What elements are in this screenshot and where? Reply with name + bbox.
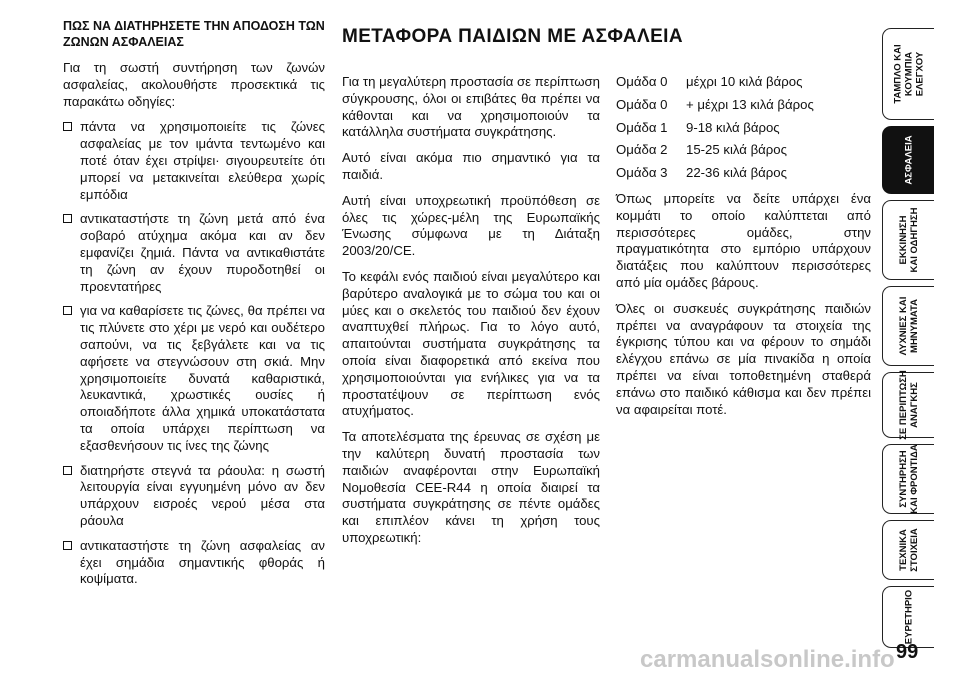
tab-lights-messages[interactable] xyxy=(882,286,934,366)
paragraph: Τα αποτελέσματα της έρευνας σε σχέση με την καλύτερη δυνατή προστασία των παιδιών αναφέρονται στην Ευρωπαϊκή Νομοθεσία CEE-R44 η οποία διαιρεί τα συστήματα συγκράτησης σε πέντε ομάδες και επιπλέον κάνει τη χρήση τους υποχρεωτική: xyxy=(342,429,600,545)
group-weight: 22-36 κιλά βάρος xyxy=(686,165,787,181)
group-weight: μέχρι 10 κιλά βάρος xyxy=(686,74,803,89)
tab-label: ΣΥΝΤΗΡΗΣΗ ΚΑΙ ΦΡΟΝΤΙΔΑ xyxy=(897,444,920,514)
bullet-item xyxy=(63,119,325,203)
bullet-text: αντικαταστήστε τη ζώνη ασφαλείας αν έχει σημάδια σημαντικής φθοράς ή κοψίματα. xyxy=(80,537,325,587)
tab-starting-driving[interactable] xyxy=(882,200,934,280)
tab-emergency[interactable] xyxy=(882,372,934,438)
group-name: Ομάδα 1 xyxy=(616,119,668,135)
tab-label: ΑΣΦΑΛΕΙΑ xyxy=(903,135,914,185)
tab-dashboard-controls[interactable] xyxy=(882,28,934,120)
bullet-item xyxy=(63,211,325,295)
group-weight: + μέχρι 13 κιλά βάρος xyxy=(686,96,814,112)
watermark: carmanualsonline.info xyxy=(640,646,895,673)
group-row xyxy=(616,142,871,159)
checkbox-bullet-icon xyxy=(63,214,72,223)
paragraph: Αυτή είναι υποχρεωτική προϋπόθεση σε όλες τις χώρες-μέλη της Ευρωπαϊκής Ένωσης σύμφωνα με τη Διάταξη 2003/20/CE. xyxy=(342,192,600,259)
tab-label: ΛΥΧΝΙΕΣ ΚΑΙ ΜΗΝΥΜΑΤΑ xyxy=(897,296,920,356)
bullet-text: για να καθαρίσετε τις ζώνες, θα πρέπει να τις πλύνετε στο χέρι με νερό και ουδέτερο σαπούνι, να τις ξεβγάλετε και να τις αφήσετε να στεγνώσουν στη σκιά. Μην χρησιμοποιείτε δυνατά καθαριστικά, λευκαντικά, χρωστικές ουσίες ή οποιαδήποτε άλλα χημικά υποκατάστατα τα οποία υπάρχει περίπτωση να εξασθενήσουν τις ίνες της ζώνης xyxy=(80,303,325,453)
group-name: Ομάδα 3 xyxy=(616,165,668,181)
bullet-text: πάντα να χρησιμοποιείτε τις ζώνες ασφαλείας με τον ιμάντα τεντωμένο και ποτέ όταν έχει στρίψει· σιγουρευτείτε ότι μπορεί να μετακινείται ελεύθερα χωρίς εμπόδια xyxy=(80,119,325,202)
group-row xyxy=(616,74,871,91)
paragraph: Για τη μεγαλύτερη προστασία σε περίπτωση σύγκρουσης, όλοι οι επιβάτες θα πρέπει να κάθονται και να χρησιμοποιούν τα κατάλληλα συστήματα συγκράτησης. xyxy=(342,74,600,140)
group-row xyxy=(616,120,871,137)
checkbox-bullet-icon xyxy=(63,122,72,131)
bullet-item xyxy=(63,538,325,588)
group-name: Ομάδα 2 xyxy=(616,142,668,158)
group-weight: 15-25 κιλά βάρος xyxy=(686,142,787,158)
bullet-item xyxy=(63,463,325,530)
left-column xyxy=(63,18,325,596)
paragraph: Όλες οι συσκευές συγκράτησης παιδιών πρέπει να αναγράφουν τα στοιχεία της έγκρισης τύπου και να φέρουν το σημάδι ελέγχου επάνω σε μία πινακίδα η οποία πρέπει να είναι τοποθετημένη σταθερά επάνω στο παιδικό κάθισμα και δεν πρέπει να αφαιρείται ποτέ. xyxy=(616,300,871,417)
bullet-item xyxy=(63,303,325,454)
tab-label: ΤΑΜΠΛΟ ΚΑΙ ΚΟΥΜΠΙΑ ΕΛΕΓΧΟΥ xyxy=(892,44,925,104)
tab-label: ΤΕΧΝΙΚΑ ΣΤΟΙΧΕΙΑ xyxy=(897,528,920,572)
group-name: Ομάδα 0 xyxy=(616,96,668,112)
tab-technical-data[interactable] xyxy=(882,520,934,580)
paragraph: Αυτό είναι ακόμα πιο σημαντικό για τα παιδιά. xyxy=(342,150,600,182)
tab-index[interactable] xyxy=(882,586,934,648)
middle-column xyxy=(342,74,600,556)
tab-label: ΕΥΡΕΤΗΡΙΟ xyxy=(903,589,914,645)
checkbox-bullet-icon xyxy=(63,306,72,315)
group-name: Ομάδα 0 xyxy=(616,74,668,89)
page-number: 99 xyxy=(896,641,919,663)
page-title: ΜΕΤΑΦΟΡΑ ΠΑΙΔΙΩΝ ΜΕ ΑΣΦΑΛΕΙΑ xyxy=(342,26,683,47)
tab-safety[interactable] xyxy=(882,126,934,194)
right-column xyxy=(616,74,871,427)
intro-paragraph: Για τη σωστή συντήρηση των ζωνών ασφαλείας, ακολουθήστε προσεκτικά τις παρακάτω οδηγίες: xyxy=(63,60,325,109)
tab-label: ΣΕ ΠΕΡΙΠΤΩΣΗ ΑΝΑΓΚΗΣ xyxy=(897,370,920,440)
section-heading: ΠΩΣ ΝΑ ΔΙΑΤΗΡΗΣΕΤΕ ΤΗΝ ΑΠΟΔΟΣΗ ΤΩΝ ΖΩΝΩΝ ΑΣΦΑΛΕΙΑΣ xyxy=(63,19,325,49)
bullet-text: αντικαταστήστε τη ζώνη μετά από ένα σοβαρό ατύχημα ακόμα και αν δεν εμφανίζει ζημιά. Πάντα να αντικαθιστάτε τη ζώνη αν έχουν πυροδοτηθεί οι προεντατήρες xyxy=(80,211,325,294)
group-weight: 9-18 κιλά βάρος xyxy=(686,119,780,135)
paragraph: Το κεφάλι ενός παιδιού είναι μεγαλύτερο και βαρύτερο αναλογικά με το σώμα του και οι μύες και ο σκελετός του παιδιού δεν έχουν αναπτυχθεί πλήρως. Για το λόγο αυτό, απαιτούνται συστήματα συγκράτησης τα οποία είναι διαφορετικά από εκείνα που χρησιμοποιούνται για ενήλικες για να τα προστατέψουν σε περίπτωση ενός ατυχήματος. xyxy=(342,268,600,419)
tab-label: ΕΚΚΙΝΗΣΗ ΚΑΙ ΟΔΗΓΗΣΗ xyxy=(897,207,920,273)
group-row xyxy=(616,165,871,182)
tab-maintenance-care[interactable] xyxy=(882,444,934,514)
checkbox-bullet-icon xyxy=(63,541,72,550)
group-row xyxy=(616,97,871,114)
checkbox-bullet-icon xyxy=(63,466,72,475)
paragraph: Όπως μπορείτε να δείτε υπάρχει ένα κομμάτι το οποίο καλύπτεται από περισσότερες ομάδες, στην πραγματικότητα στο εμπόριο υπάρχουν διατάξεις που καλύπτουν περισσότερες από μία ομάδες βάρους. xyxy=(616,190,871,290)
bullet-text: διατηρήστε στεγνά τα ράουλα: η σωστή λειτουργία είναι εγγυημένη μόνο αν δεν υπάρχουν εισροές νερού μέσα στα ράουλα xyxy=(80,462,325,528)
